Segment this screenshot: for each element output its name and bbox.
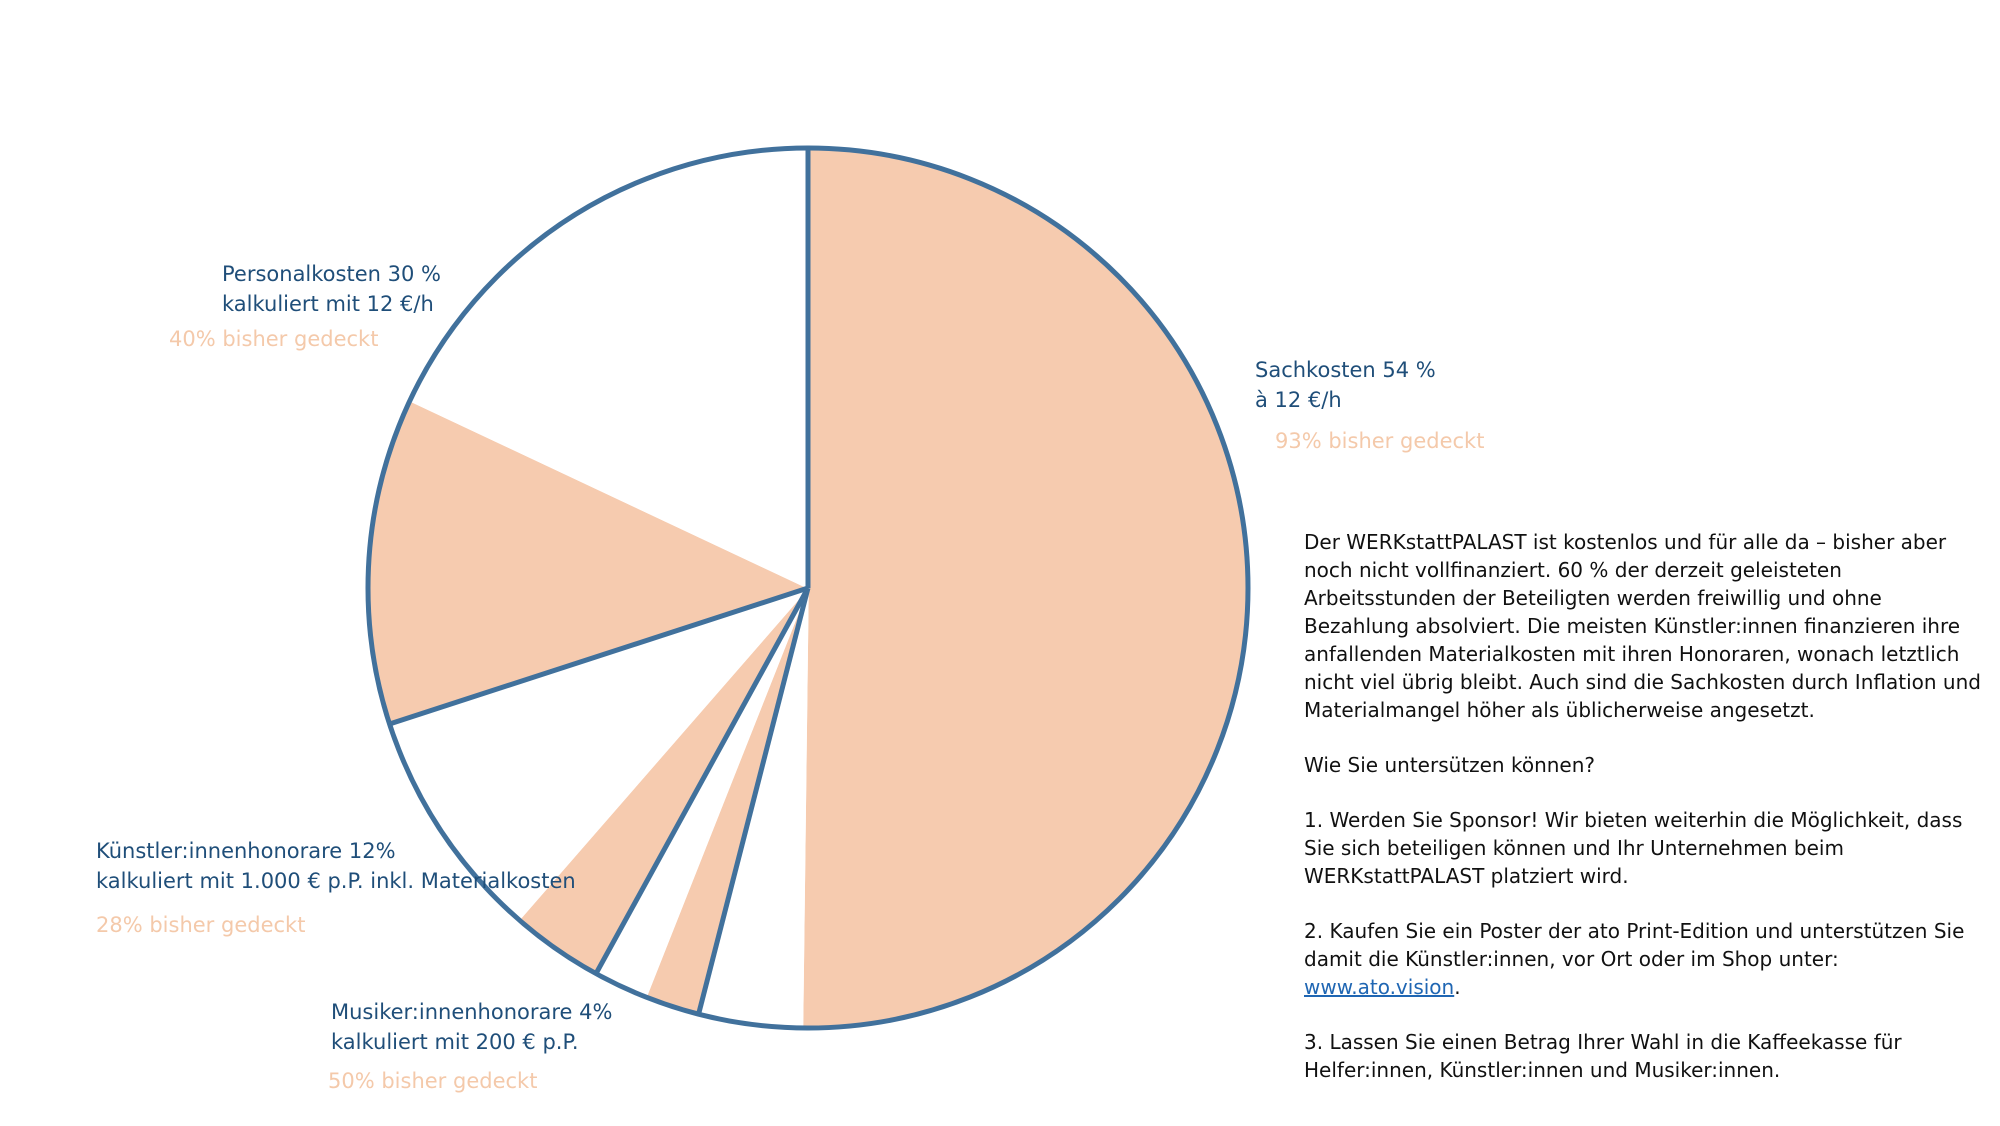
musiker-coverage: 50% bisher gedeckt: [328, 1069, 538, 1093]
kuenstler-title: Künstler:innenhonorare 12%: [96, 839, 396, 863]
shop-link[interactable]: www.ato.vision: [1304, 975, 1455, 999]
personalkosten-subtitle: kalkuliert mit 12 €/h: [222, 292, 434, 316]
personalkosten-title: Personalkosten 30 %: [222, 262, 441, 286]
label-sachkosten: [1255, 355, 1436, 415]
label-personalkosten: [222, 259, 441, 319]
info-text-block: [1304, 528, 1984, 1111]
musiker-subtitle: kalkuliert mit 200 € p.P.: [331, 1030, 579, 1054]
label-musiker: [331, 997, 612, 1057]
musiker-title: Musiker:innenhonorare 4%: [331, 1000, 613, 1024]
support-item-sponsor: 1. Werden Sie Sponsor! Wir bieten weiterhin die Möglichkeit, dass Sie sich beteiligen können und Ihr Unternehmen beim WERKstattPALAST platziert wird.: [1304, 808, 1963, 888]
personalkosten-coverage: 40% bisher gedeckt: [169, 327, 379, 351]
kuenstler-subtitle: kalkuliert mit 1.000 € p.P. inkl. Materialkosten: [96, 869, 576, 893]
poster-text: 2. Kaufen Sie ein Poster der ato Print-Edition und unterstützen Sie damit die Künstler:innen, vor Ort oder im Shop unter:: [1304, 919, 1965, 971]
kuenstler-coverage: 28% bisher gedeckt: [96, 913, 306, 937]
sachkosten-coverage: 93% bisher gedeckt: [1275, 429, 1485, 453]
pie-slice-1: [802, 148, 1248, 1028]
poster-text-end: .: [1454, 975, 1461, 999]
sachkosten-subtitle: à 12 €/h: [1255, 388, 1342, 412]
info-paragraph: Der WERKstattPALAST ist kostenlos und für alle da – bisher aber noch nicht vollfinanziert. 60 % der derzeit geleisteten Arbeitsstunden der Beteiligten werden freiwillig und ohne Bezahlung absolviert. Die meisten Künstler:innen finanzieren ihre anfallenden Materialkosten mit ihren Honoraren, wonach letztlich nicht viel übrig bleibt. Auch sind die Sachkosten durch Inflation und Materialmangel höher als üblicherweise angesetzt.: [1304, 530, 1981, 722]
sachkosten-title: Sachkosten 54 %: [1255, 358, 1436, 382]
support-item-coffee: 3. Lassen Sie einen Betrag Ihrer Wahl in die Kaffeekasse für Helfer:innen, Künstler:innen und Musiker:innen.: [1304, 1030, 1902, 1082]
support-question: Wie Sie untersützen können?: [1304, 753, 1596, 777]
support-item-poster: [1304, 917, 1984, 1001]
label-kuenstler: [96, 836, 576, 896]
